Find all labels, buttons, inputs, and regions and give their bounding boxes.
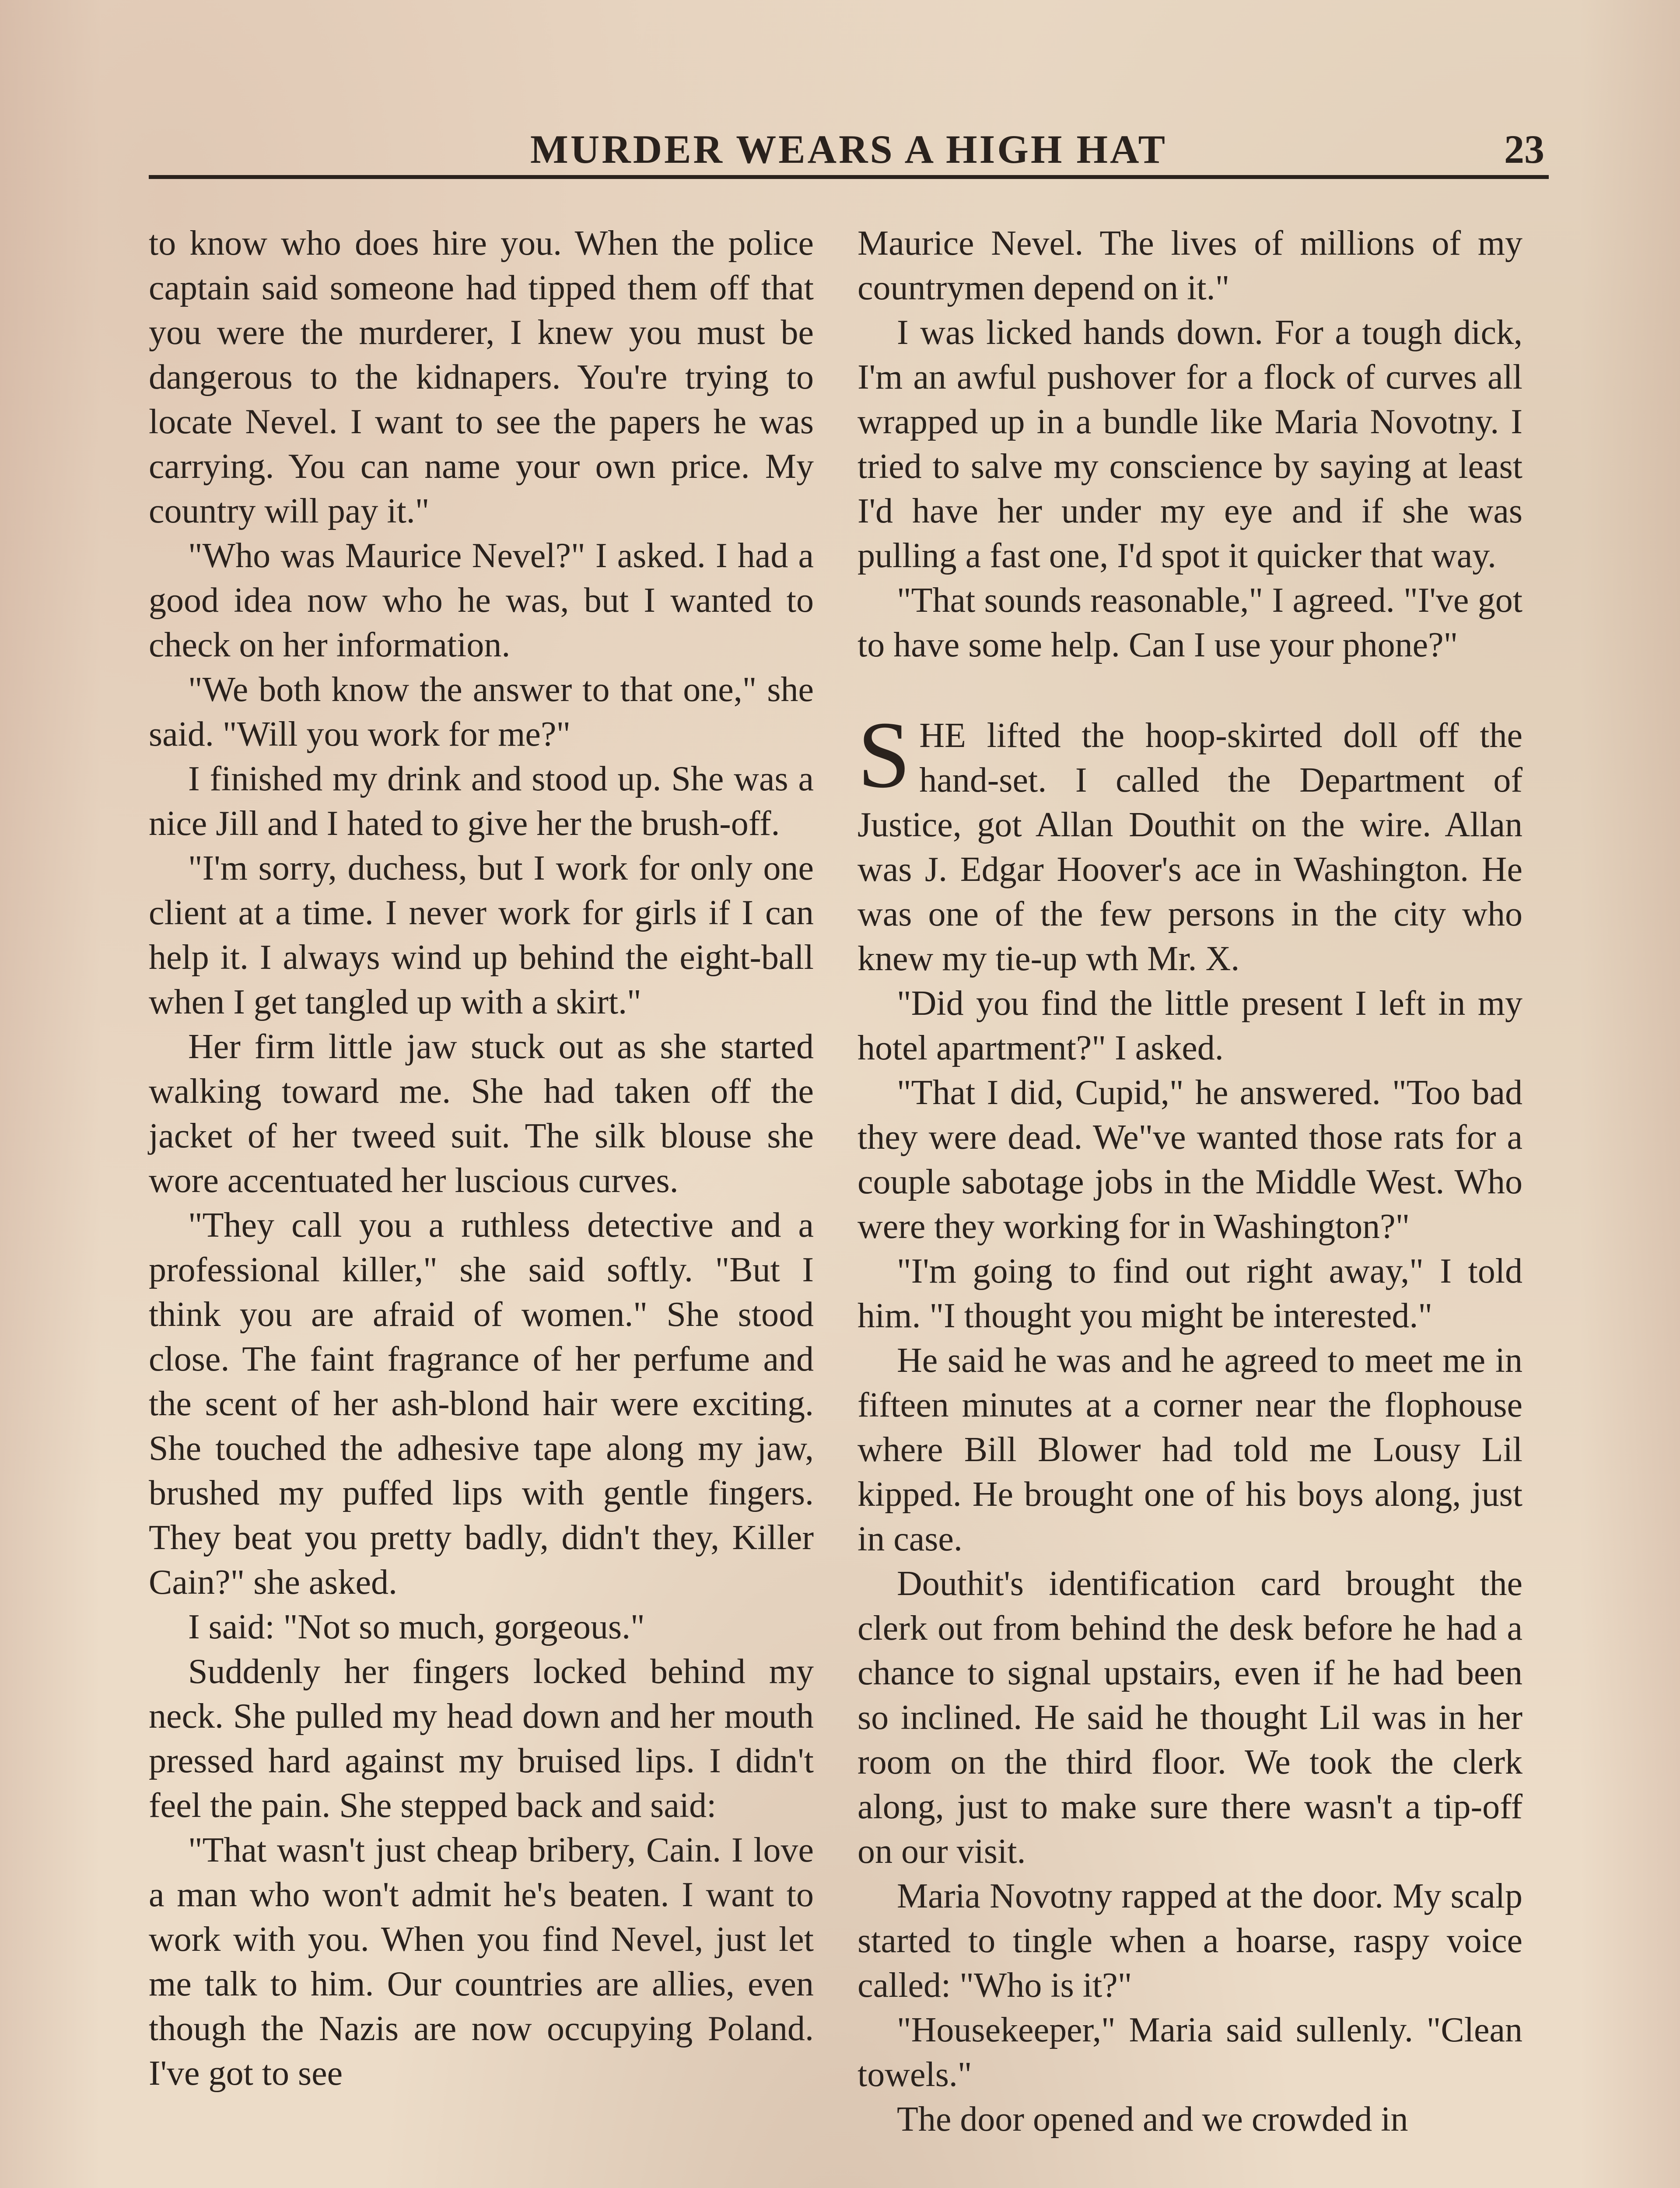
drop-cap-paragraph bbox=[858, 702, 1522, 981]
section-break bbox=[858, 667, 1522, 713]
paragraph: I was licked hands down. For a tough dick, I'm an awful pushover for a flock of curves all wrapped up in a bundle like Maria Novotny. I tried to salve my conscience by saying at least I'd have her under my eye and if she was pulling a fast one, I'd spot it quicker that way. bbox=[858, 313, 1522, 575]
paragraph: "That sounds reasonable," I agreed. "I've got to have some help. Can I use your phone?" bbox=[858, 581, 1522, 664]
paragraph: "I'm going to find out right away," I told him. "I thought you might be interested." bbox=[858, 1252, 1522, 1335]
drop-cap-text: HE lifted the hoop-skirted doll off the hand-set. I called the Department of Justice, got Allan Douthit on the wire. Allan was J. Edgar Hoover's ace in Washington. He was one of the few persons in the city who knew my tie-up wth Mr. X. bbox=[858, 716, 1522, 978]
paragraph: "That I did, Cupid," he answered. "Too bad they were dead. We"ve wanted those rats for a couple sabotage jobs in the Middle West. Who were they working for in Washington?" bbox=[858, 1073, 1522, 1246]
paragraph: I finished my drink and stood up. She was a nice Jill and I hated to give her the brush-off. bbox=[149, 760, 814, 843]
paragraph: "I'm sorry, duchess, but I work for only one client at a time. I never work for girls if I can help it. I always wind up behind the eight-ball when I get tangled up with a skirt." bbox=[149, 849, 814, 1021]
paragraph: "They call you a ruthless detective and a professional killer," she said softly. "But I think you are afraid of women." She stood close. The faint fragrance of her perfume and the scent of her ash-blond hair were exciting. She touched the adhesive tape along my jaw, brushed my puffed lips with gentle fingers. They beat you pretty badly, didn't they, Killer Cain?" she asked. bbox=[149, 1206, 814, 1602]
paragraph: Her firm little jaw stuck out as she started walking toward me. She had taken off the jacket of her tweed suit. The silk blouse she wore accentuated her luscious curves. bbox=[149, 1027, 814, 1200]
left-column bbox=[149, 221, 814, 2096]
paragraph: The door opened and we crowded in bbox=[897, 2100, 1408, 2139]
paragraph: I said: "Not so much, gorgeous." bbox=[188, 1608, 645, 1646]
running-head bbox=[149, 118, 1549, 179]
paragraph: "That wasn't just cheap bribery, Cain. I love a man who won't admit he's beaten. I want to work with you. When you find Nevel, just let me talk to him. Our countries are allies, even though the Nazis are now occupying Poland. I've got to see bbox=[149, 1831, 814, 2093]
paragraph: He said he was and he agreed to meet me in fifteen minutes at a corner near the flophouse where Bill Blower had told me Lousy Lil kipped. He brought one of his boys along, just in case. bbox=[858, 1341, 1522, 1558]
page-number: 23 bbox=[1504, 127, 1544, 172]
drop-cap-letter: S bbox=[858, 702, 911, 808]
paragraph: Suddenly her fingers locked behind my neck. She pulled my head down and her mouth pressed hard against my bruised lips. I didn't feel the pain. She stepped back and said: bbox=[149, 1652, 814, 1825]
paragraph: Maria Novotny rapped at the door. My scalp started to tingle when a hoarse, raspy voice called: "Who is it?" bbox=[858, 1877, 1522, 2005]
paragraph: to know who does hire you. When the police captain said someone had tipped them off that you were the murderer, I knew you must be dangerous to the kidnapers. You're trying to locate Nevel. I want to see the papers he was carrying. You can name your own price. My country will pay it." bbox=[149, 224, 814, 530]
running-title: MURDER WEARS A HIGH HAT bbox=[530, 127, 1167, 172]
paragraph: "Housekeeper," Maria said sullenly. "Clean towels." bbox=[858, 2011, 1522, 2094]
paragraph: Maurice Nevel. The lives of millions of my countrymen depend on it." bbox=[858, 224, 1522, 307]
right-column bbox=[858, 221, 1522, 2142]
paragraph: Douthit's identification card brought the clerk out from behind the desk before he had a chance to signal upstairs, even if he had been so inclined. He said he thought Lil was in her room on the third floor. We took the clerk along, just to make sure there wasn't a tip-off on our visit. bbox=[858, 1564, 1522, 1871]
paragraph: "We both know the answer to that one," she said. "Will you work for me?" bbox=[149, 670, 814, 754]
paragraph: "Did you find the little present I left in my hotel apartment?" I asked. bbox=[858, 984, 1522, 1067]
paragraph: "Who was Maurice Nevel?" I asked. I had a good idea now who he was, but I wanted to check on her information. bbox=[149, 536, 814, 664]
